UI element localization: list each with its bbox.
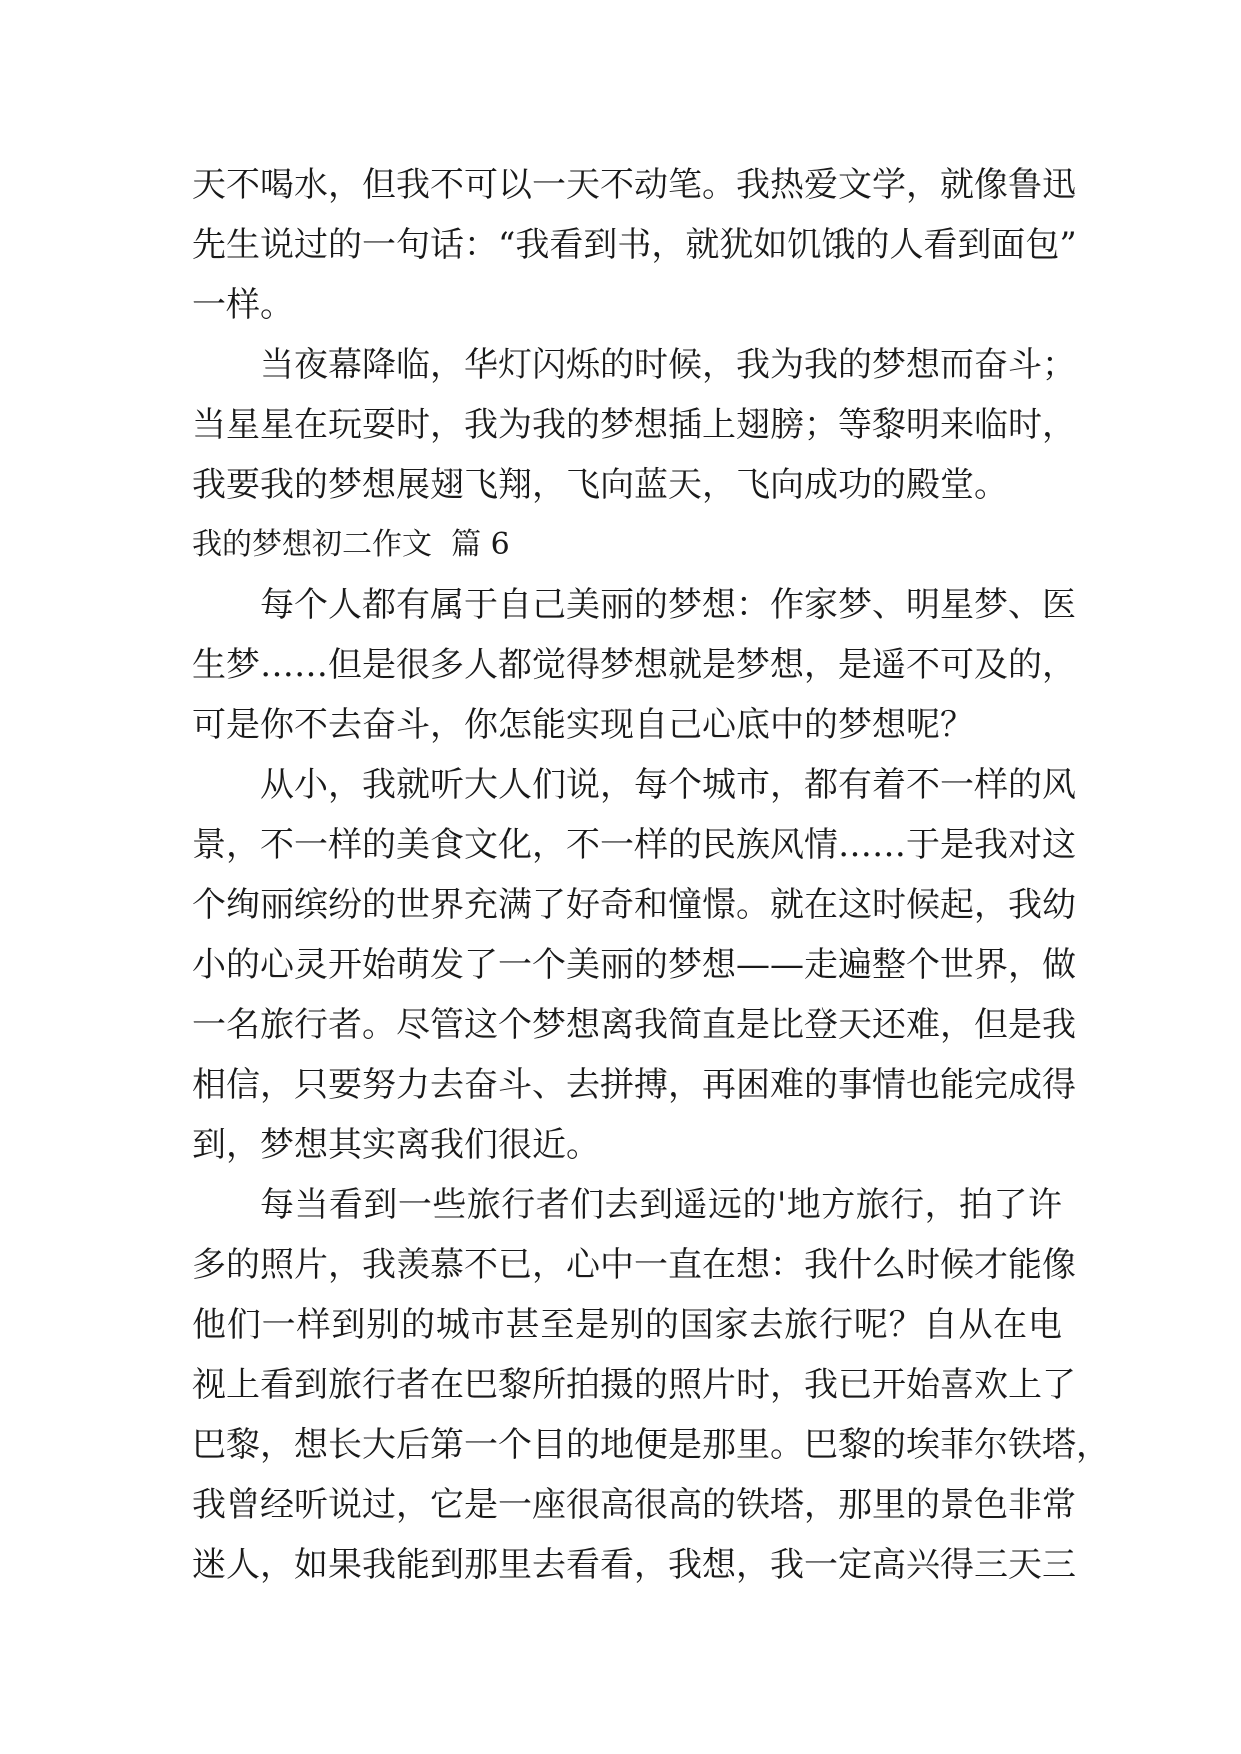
paragraph xyxy=(192,755,1076,1175)
text-line: 每个人都有属于自己美丽的梦想：作家梦、明星梦、医 xyxy=(260,585,1076,625)
text-line: 从小，我就听大人们说，每个城市，都有着不一样的风 xyxy=(260,765,1076,805)
text-line: 相信，只要努力去奋斗、去拼搏，再困难的事情也能完成得 xyxy=(192,1065,1076,1105)
text-line: 到，梦想其实离我们很近。 xyxy=(192,1125,600,1165)
paragraph xyxy=(192,155,1077,335)
text-line: 我曾经听说过，它是一座很高很高的铁塔，那里的景色非常 xyxy=(192,1485,1076,1525)
text-line: 我要我的梦想展翅飞翔，飞向蓝天，飞向成功的殿堂。 xyxy=(192,465,1008,505)
text-line: 多的照片，我羡慕不已，心中一直在想：我什么时候才能像 xyxy=(192,1245,1076,1285)
text-line: 迷人，如果我能到那里去看看，我想，我一定高兴得三天三 xyxy=(192,1545,1076,1585)
text-line: 个绚丽缤纷的世界充满了好奇和憧憬。就在这时候起，我幼 xyxy=(192,885,1076,925)
text-line: 生梦……但是很多人都觉得梦想就是梦想，是遥不可及的， xyxy=(192,645,1076,685)
text-line: 先生说过的一句话：“我看到书，就犹如饥饿的人看到面包” xyxy=(192,225,1077,265)
text-line: 小的心灵开始萌发了一个美丽的梦想——走遍整个世界，做 xyxy=(192,945,1076,985)
text-line: 一名旅行者。尽管这个梦想离我简直是比登天还难，但是我 xyxy=(192,1005,1076,1045)
paragraph xyxy=(192,1175,1110,1595)
text-line: 当星星在玩耍时，我为我的梦想插上翅膀；等黎明来临时， xyxy=(192,405,1076,445)
text-line: 每当看到一些旅行者们去到遥远的'地方旅行，拍了许 xyxy=(260,1185,1062,1225)
document-page xyxy=(192,155,1110,1595)
section-heading: 我的梦想初二作文 篇 6 xyxy=(192,527,510,562)
text-line: 天不喝水，但我不可以一天不动笔。我热爱文学，就像鲁迅 xyxy=(192,165,1076,205)
text-line: 可是你不去奋斗，你怎能实现自己心底中的梦想呢？ xyxy=(192,705,974,745)
text-line: 视上看到旅行者在巴黎所拍摄的照片时，我已开始喜欢上了 xyxy=(192,1365,1076,1405)
text-line: 当夜幕降临，华灯闪烁的时候，我为我的梦想而奋斗； xyxy=(260,345,1076,385)
text-line: 一样。 xyxy=(192,285,294,325)
text-line: 巴黎，想长大后第一个目的地便是那里。巴黎的埃菲尔铁塔， xyxy=(192,1425,1110,1465)
text-line: 景，不一样的美食文化，不一样的民族风情……于是我对这 xyxy=(192,825,1076,865)
text-line: 他们一样到别的城市甚至是别的国家去旅行呢？自从在电 xyxy=(192,1305,1062,1345)
paragraph xyxy=(192,335,1076,515)
paragraph xyxy=(192,575,1076,755)
